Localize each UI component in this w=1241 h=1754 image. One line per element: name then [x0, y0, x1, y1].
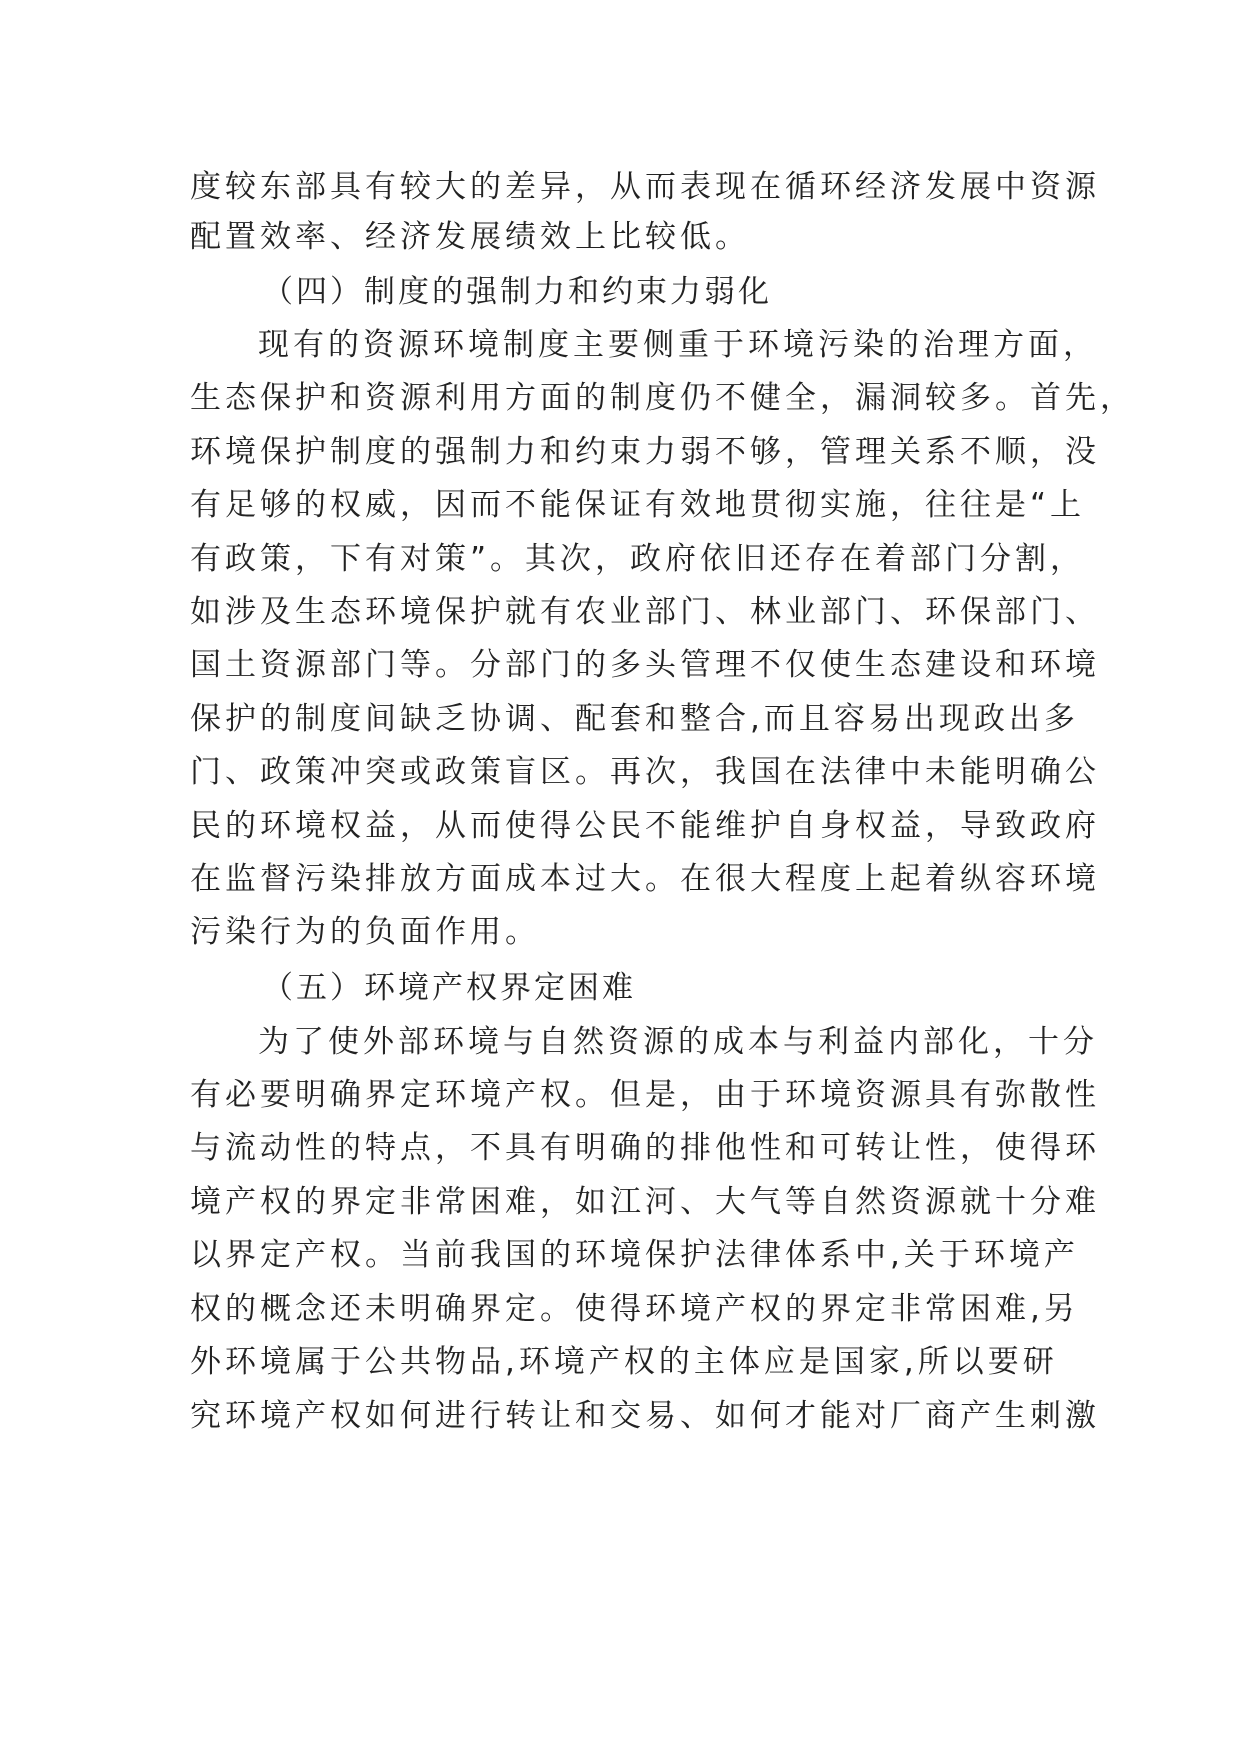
paragraph-line-9: 国土资源部门等。分部门的多头管理不仅使生态建设和环境	[190, 647, 1100, 683]
paragraph-line-22: 究环境产权如何进行转让和交易、如何才能对厂商产生刺激	[190, 1398, 1100, 1434]
paragraph-line-8: 如涉及生态环境保护就有农业部门、林业部门、环保部门、	[190, 594, 1100, 630]
paragraph-line-2: 配置效率、经济发展绩效上比较低。	[190, 219, 750, 255]
paragraph-line-20: 权的概念还未明确界定。使得环境产权的界定非常困难,另	[190, 1291, 1079, 1327]
paragraph-line-21: 外环境属于公共物品,环境产权的主体应是国家,所以要研	[190, 1344, 1058, 1380]
paragraph-line-13: 在监督污染排放方面成本过大。在很大程度上起着纵容环境	[190, 861, 1100, 897]
paragraph-line-11: 门、政策冲突或政策盲区。再次，我国在法律中未能明确公	[190, 754, 1100, 790]
section-heading-5: （五）环境产权界定困难	[262, 970, 636, 1006]
paragraph-line-14: 污染行为的负面作用。	[190, 914, 540, 950]
paragraph-line-19: 以界定产权。当前我国的环境保护法律体系中,关于环境产	[190, 1237, 1079, 1273]
paragraph-line-7: 有政策，下有对策”。其次，政府依旧还存在着部门分割，	[190, 541, 1086, 577]
paragraph-line-4: 生态保护和资源利用方面的制度仍不健全，漏洞较多。首先，	[190, 380, 1135, 416]
paragraph-line-16: 有必要明确界定环境产权。但是，由于环境资源具有弥散性	[190, 1077, 1100, 1113]
paragraph-line-6: 有足够的权威，因而不能保证有效地贯彻实施，往往是“上	[190, 487, 1086, 523]
paragraph-line-1: 度较东部具有较大的差异，从而表现在循环经济发展中资源	[190, 169, 1100, 205]
paragraph-line-3: 现有的资源环境制度主要侧重于环境污染的治理方面，	[258, 327, 1098, 363]
paragraph-line-17: 与流动性的特点，不具有明确的排他性和可转让性，使得环	[190, 1130, 1100, 1166]
paragraph-line-10: 保护的制度间缺乏协调、配套和整合,而且容易出现政出多	[190, 701, 1079, 737]
paragraph-line-15: 为了使外部环境与自然资源的成本与利益内部化，十分	[258, 1024, 1098, 1060]
paragraph-line-12: 民的环境权益，从而使得公民不能维护自身权益，导致政府	[190, 808, 1100, 844]
paragraph-line-5: 环境保护制度的强制力和约束力弱不够，管理关系不顺，没	[190, 434, 1100, 470]
section-heading-4: （四）制度的强制力和约束力弱化	[262, 274, 772, 310]
paragraph-line-18: 境产权的界定非常困难，如江河、大气等自然资源就十分难	[190, 1184, 1100, 1220]
